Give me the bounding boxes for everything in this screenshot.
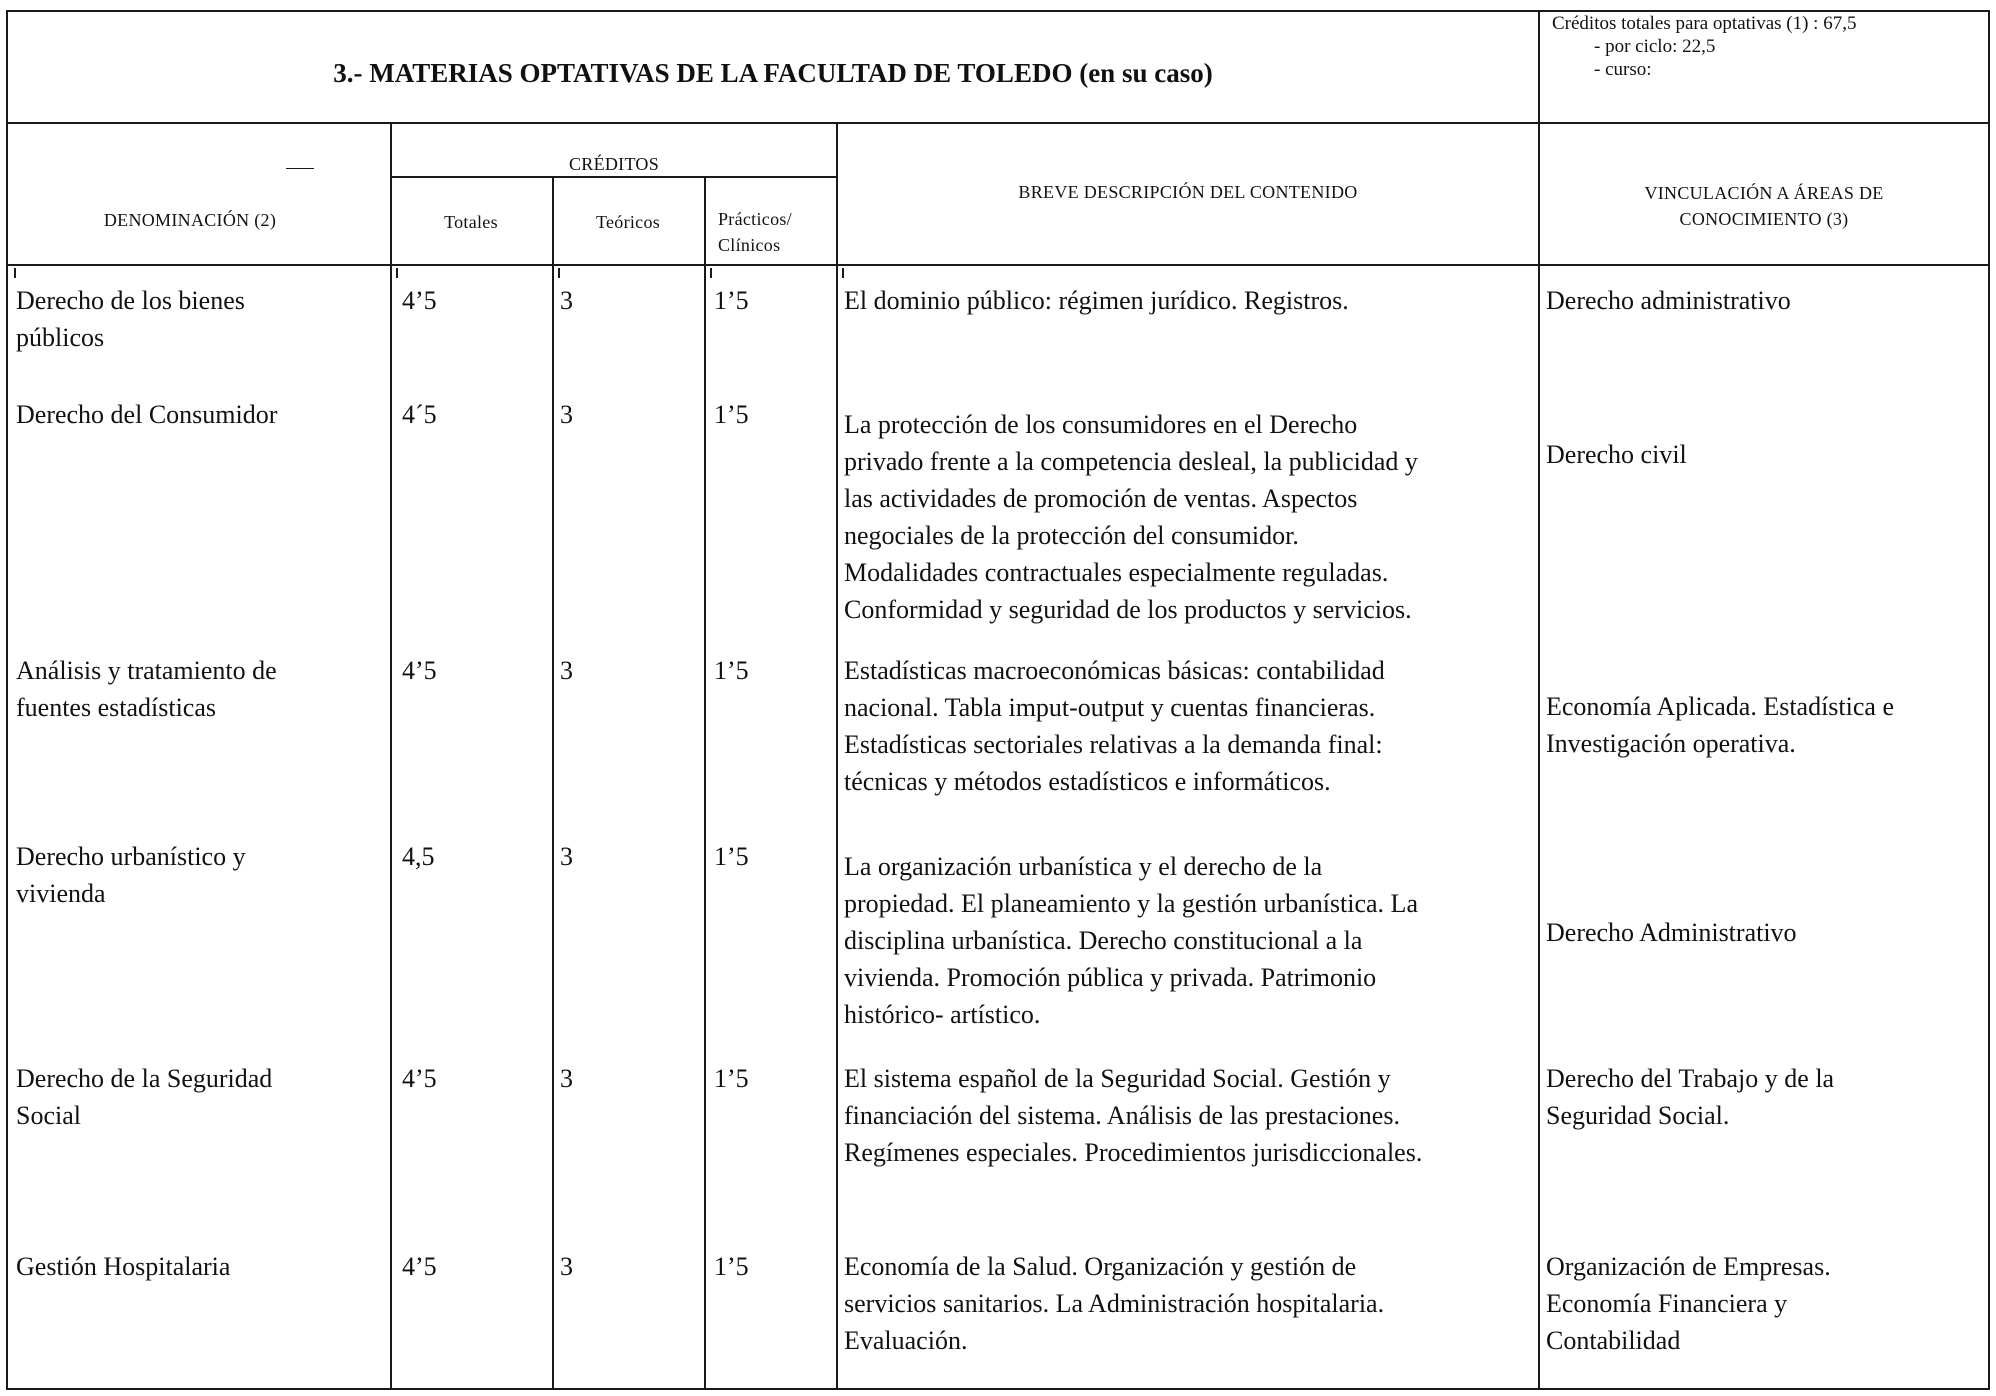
column-tick: [710, 268, 712, 278]
rule-col-practicos: [836, 122, 838, 1390]
col-header-practicos: Prácticos/ Clínicos: [718, 209, 792, 255]
credits-practice: 1’5: [714, 400, 749, 429]
col-header-creditos: CRÉDITOS: [568, 154, 660, 174]
course-description: técnicas y métodos estadísticos e informáticos.: [844, 767, 1331, 796]
course-description: financiación del sistema. Análisis de las prestaciones.: [844, 1101, 1400, 1130]
per-cycle-line: - por ciclo: 22,5: [1594, 36, 1716, 57]
course-description: Evaluación.: [844, 1326, 968, 1355]
per-course-line: - curso:: [1594, 59, 1652, 80]
credits-practice: 1’5: [714, 1252, 749, 1281]
credits-total: 4’5: [402, 286, 437, 315]
document-page: [6, 10, 1990, 1390]
course-description: negociales de la protección del consumidor.: [844, 521, 1299, 550]
credits-practice: 1’5: [714, 286, 749, 315]
rule-bottom: [6, 1388, 1990, 1390]
rule-col-totales: [552, 176, 554, 1390]
column-tick: [842, 268, 844, 278]
rule-header-bottom: [6, 264, 1990, 266]
credits-total: 4’5: [402, 1064, 437, 1093]
rule-right: [1988, 10, 1990, 1390]
credits-total: 4’5: [402, 656, 437, 685]
course-description: propiedad. El planeamiento y la gestión urbanística. La: [844, 889, 1418, 918]
course-name: vivienda: [16, 879, 106, 908]
credits-practice: 1’5: [714, 656, 749, 685]
credits-theory: 3: [560, 656, 573, 685]
credits-theory: 3: [560, 286, 573, 315]
course-name: Derecho urbanístico y: [16, 842, 246, 871]
course-description: Conformidad y seguridad de los productos y servicios.: [844, 595, 1412, 624]
course-name: Derecho del Consumidor: [16, 400, 278, 429]
course-description: nacional. Tabla imput-output y cuentas financieras.: [844, 693, 1376, 722]
credits-total: 4´5: [402, 400, 437, 429]
knowledge-area: Seguridad Social.: [1546, 1101, 1730, 1130]
column-tick: [14, 268, 16, 278]
credits-summary: [1552, 12, 1972, 81]
course-description: Modalidades contractuales especialmente reguladas.: [844, 558, 1389, 587]
knowledge-area: Contabilidad: [1546, 1326, 1681, 1355]
course-description: La organización urbanística y el derecho de la: [844, 852, 1323, 881]
course-description: servicios sanitarios. La Administración hospitalaria.: [844, 1289, 1385, 1318]
knowledge-area: Derecho administrativo: [1546, 286, 1791, 315]
course-description: las actividades de promoción de ventas. Aspectos: [844, 484, 1358, 513]
col-header-totales: Totales: [444, 212, 498, 232]
column-tick: [558, 268, 560, 278]
knowledge-area: Investigación operativa.: [1546, 729, 1796, 758]
course-description: La protección de los consumidores en el Derecho: [844, 410, 1358, 439]
knowledge-area: Derecho civil: [1546, 440, 1687, 469]
rule-title-bottom: [6, 122, 1990, 124]
rule-col-denominacion: [390, 122, 392, 1390]
credits-theory: 3: [560, 400, 573, 429]
knowledge-area: Derecho Administrativo: [1546, 918, 1797, 947]
col-header-denominacion: DENOMINACIÓN (2): [103, 210, 277, 230]
course-description: vivienda. Promoción pública y privada. Patrimonio: [844, 963, 1377, 992]
course-name: Derecho de la Seguridad: [16, 1064, 273, 1093]
course-name: fuentes estadísticas: [16, 693, 216, 722]
col-header-descripcion: BREVE DESCRIPCIÓN DEL CONTENIDO: [1018, 182, 1358, 202]
col-header-vinculacion: VINCULACIÓN A ÁREAS DE CONOCIMIENTO (3): [1644, 183, 1884, 229]
course-description: Estadísticas macroeconómicas básicas: contabilidad: [844, 656, 1385, 685]
rule-col-teoricos: [704, 176, 706, 1390]
course-description: El dominio público: régimen jurídico. Registros.: [844, 286, 1349, 315]
course-description: Regímenes especiales. Procedimientos jurisdiccionales.: [844, 1138, 1423, 1167]
course-description: Estadísticas sectoriales relativas a la demanda final:: [844, 730, 1383, 759]
course-description: histórico- artístico.: [844, 1000, 1041, 1029]
credits-total: 4,5: [402, 842, 435, 871]
document-title: 3.- MATERIAS OPTATIVAS DE LA FACULTAD DE TOLEDO (en su caso): [333, 58, 1213, 88]
knowledge-area: Economía Financiera y: [1546, 1289, 1788, 1318]
col-header-teoricos: Teóricos: [595, 212, 661, 232]
knowledge-area: Economía Aplicada. Estadística e: [1546, 692, 1894, 721]
credits-theory: 3: [560, 842, 573, 871]
knowledge-area: Organización de Empresas.: [1546, 1252, 1831, 1281]
course-description: Economía de la Salud. Organización y gestión de: [844, 1252, 1357, 1281]
credits-practice: 1’5: [714, 842, 749, 871]
column-tick: [396, 268, 398, 278]
credits-total: 4’5: [402, 1252, 437, 1281]
credits-theory: 3: [560, 1064, 573, 1093]
course-name: Social: [16, 1101, 81, 1130]
course-name: Análisis y tratamiento de: [16, 656, 277, 685]
course-description: privado frente a la competencia desleal, la publicidad y: [844, 447, 1418, 476]
rule-creditos-split: [390, 176, 838, 178]
course-name: Derecho de los bienes: [16, 286, 245, 315]
course-name: Gestión Hospitalaria: [16, 1252, 231, 1281]
header-dash: [286, 168, 314, 169]
total-credits-line: Créditos totales para optativas (1) : 67,5: [1552, 13, 1857, 34]
credits-theory: 3: [560, 1252, 573, 1281]
credits-practice: 1’5: [714, 1064, 749, 1093]
course-description: disciplina urbanística. Derecho constitucional a la: [844, 926, 1363, 955]
course-description: El sistema español de la Seguridad Social. Gestión y: [844, 1064, 1391, 1093]
knowledge-area: Derecho del Trabajo y de la: [1546, 1064, 1835, 1093]
course-name: públicos: [16, 323, 105, 352]
